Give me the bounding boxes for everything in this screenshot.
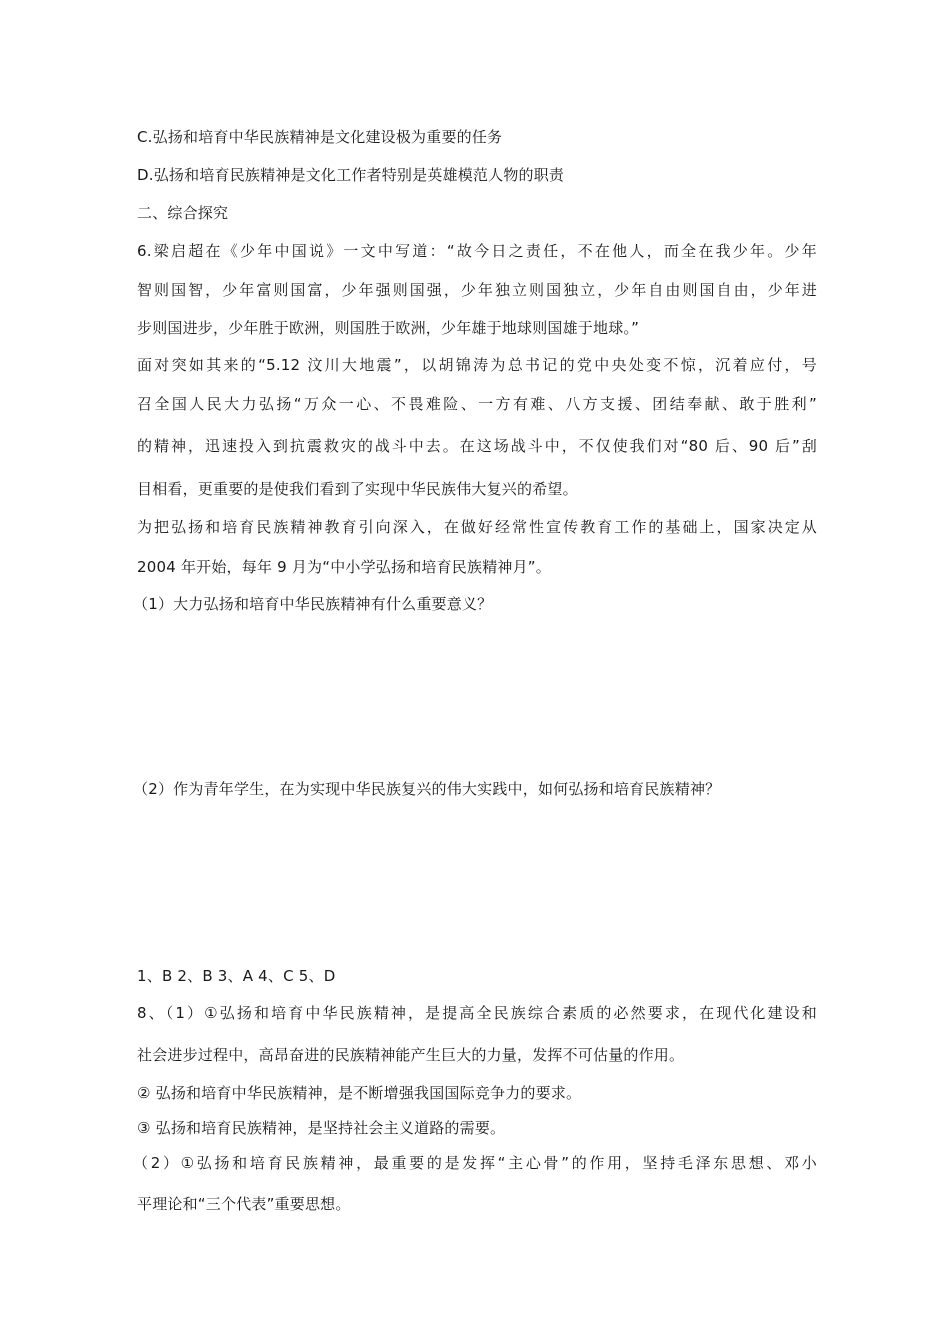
question-1: （1）大力弘扬和培育中华民族精神有什么重要意义？ [133,595,493,613]
section-heading: 二、综合探究 [137,204,229,222]
paragraph-education-line-1: 为把弘扬和培育民族精神教育引向深入，在做好经常性宣传教育工作的基础上，国家决定从 [137,518,817,536]
paragraph-earthquake-line-1: 面对突如其来的“5.12 汶川大地震”，以胡锦涛为总书记的党中央处变不惊，沉着应付，号 [137,356,817,374]
answer-8-1-line-2: 社会进步过程中，高昂奋进的民族精神能产生巨大的力量，发挥不可估量的作用。 [137,1046,685,1064]
question-6-line-2: 智则国智，少年富则国富，少年强则国强，少年独立则国独立，少年自由则国自由，少年进 [137,281,817,299]
question-6-line-1: 6.梁启超在《少年中国说》一文中写道：“故今日之责任，不在他人，而全在我少年。少年 [137,242,817,260]
paragraph-earthquake-line-4: 目相看，更重要的是使我们看到了实现中华民族伟大复兴的希望。 [137,480,578,498]
paragraph-earthquake-line-3: 的精神，迅速投入到抗震救灾的战斗中去。在这场战斗中，不仅使我们对“80 后、90 后”刮 [137,437,817,455]
question-6-line-3: 步则国进步，少年胜于欧洲，则国胜于欧洲，少年雄于地球则国雄于地球。” [137,319,640,337]
answer-8-2-line-2: 平理论和“三个代表”重要思想。 [137,1195,351,1213]
answer-8-1-point-3: ③ 弘扬和培育民族精神，是坚持社会主义道路的需要。 [137,1119,506,1137]
answers-1-5: 1、B 2、B 3、A 4、C 5、D [137,967,336,985]
question-2: （2）作为青年学生，在为实现中华民族复兴的伟大实践中，如何弘扬和培育民族精神？ [133,780,721,798]
answer-8-1-line-1: 8、（1）①弘扬和培育中华民族精神，是提高全民族综合素质的必然要求，在现代化建设和 [137,1004,817,1022]
answer-8-1-point-2: ② 弘扬和培育中华民族精神，是不断增强我国国际竞争力的要求。 [137,1084,582,1102]
answer-8-2-line-1: （2）①弘扬和培育民族精神，最重要的是发挥“主心骨”的作用，坚持毛泽东思想、邓小 [133,1154,817,1172]
option-c: C.弘扬和培育中华民族精神是文化建设极为重要的任务 [137,128,503,146]
option-d: D.弘扬和培育民族精神是文化工作者特别是英雄模范人物的职责 [137,166,565,184]
paragraph-education-line-2: 2004 年开始，每年 9 月为“中小学弘扬和培育民族精神月”。 [137,558,551,576]
paragraph-earthquake-line-2: 召全国人民大力弘扬“万众一心、不畏难险、一方有难、八方支援、团结奉献、敢于胜利” [137,395,817,413]
